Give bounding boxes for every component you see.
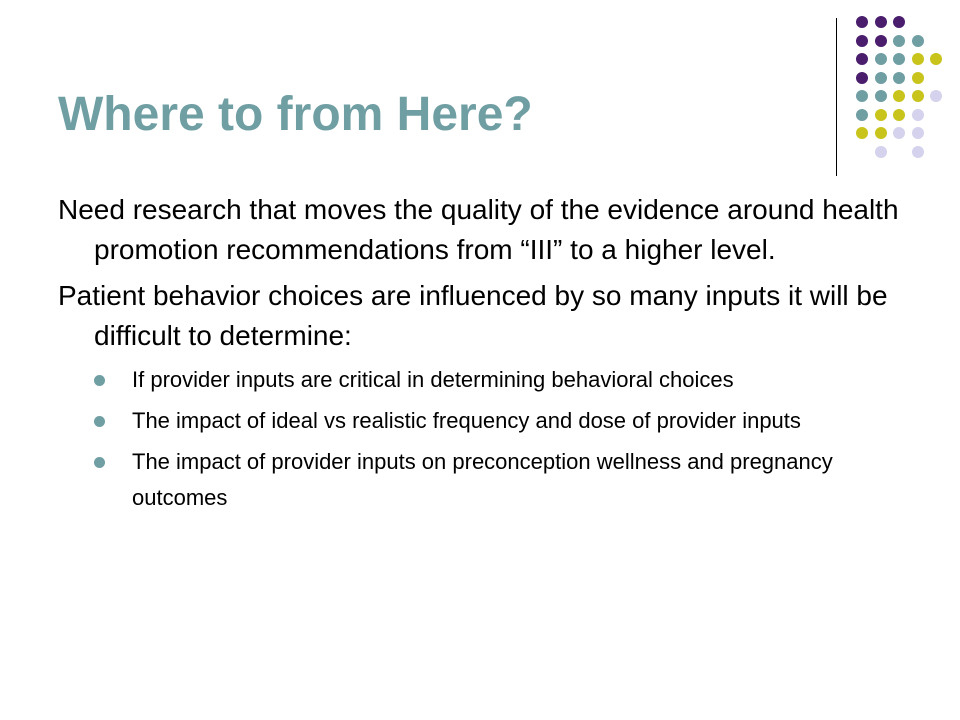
decorative-dot-yellow: [893, 90, 905, 102]
decorative-dot-purple: [856, 16, 868, 28]
decorative-dot-purple: [856, 35, 868, 47]
decorative-dot-lavender: [912, 146, 924, 158]
decorative-dot-yellow: [912, 53, 924, 65]
decorative-dot-purple: [856, 72, 868, 84]
decorative-dot-yellow: [856, 127, 868, 139]
decorative-dot-yellow: [912, 72, 924, 84]
decorative-dot-yellow: [930, 53, 942, 65]
decorative-dot-teal: [893, 72, 905, 84]
decorative-dot-teal: [893, 35, 905, 47]
bullet-text: The impact of ideal vs realistic frequency and dose of provider inputs: [132, 408, 801, 433]
slide-body: [58, 190, 903, 521]
decorative-dot-purple: [875, 16, 887, 28]
body-paragraph-behavior: Patient behavior choices are influenced by so many inputs it will be difficult to determine:: [58, 280, 888, 351]
decorative-dot-lavender: [875, 146, 887, 158]
bullet-dot-icon: [94, 416, 105, 427]
decorative-dot-lavender: [912, 109, 924, 121]
decorative-dot-teal: [893, 53, 905, 65]
decorative-dot-teal: [856, 109, 868, 121]
decorative-dot-yellow: [875, 127, 887, 139]
bullet-dot-icon: [94, 375, 105, 386]
bullet-text: If provider inputs are critical in determining behavioral choices: [132, 367, 734, 392]
vertical-divider: [836, 18, 837, 176]
decorative-dot-teal: [875, 53, 887, 65]
decorative-dot-lavender: [930, 90, 942, 102]
decorative-dot-teal: [912, 35, 924, 47]
decorative-dot-yellow: [875, 109, 887, 121]
slide-title: Where to from Here?: [58, 88, 533, 141]
bullet-item: [58, 444, 903, 516]
decorative-dot-lavender: [912, 127, 924, 139]
decorative-dot-purple: [856, 53, 868, 65]
decorative-dot-teal: [875, 90, 887, 102]
body-paragraph-research: Need research that moves the quality of the evidence around health promotion recommendations from “III” to a higher level.: [58, 194, 899, 265]
decorative-dot-teal: [856, 90, 868, 102]
bullet-dot-icon: [94, 457, 105, 468]
decorative-dot-purple: [875, 35, 887, 47]
decorative-dot-lavender: [893, 127, 905, 139]
decorative-dot-purple: [893, 16, 905, 28]
bullet-text: The impact of provider inputs on preconception wellness and pregnancy outcomes: [132, 449, 833, 510]
bullet-list: [58, 362, 903, 516]
decorative-dot-yellow: [912, 90, 924, 102]
decorative-dot-teal: [875, 72, 887, 84]
bullet-item: [58, 362, 903, 398]
decorative-dot-yellow: [893, 109, 905, 121]
bullet-item: [58, 403, 903, 439]
